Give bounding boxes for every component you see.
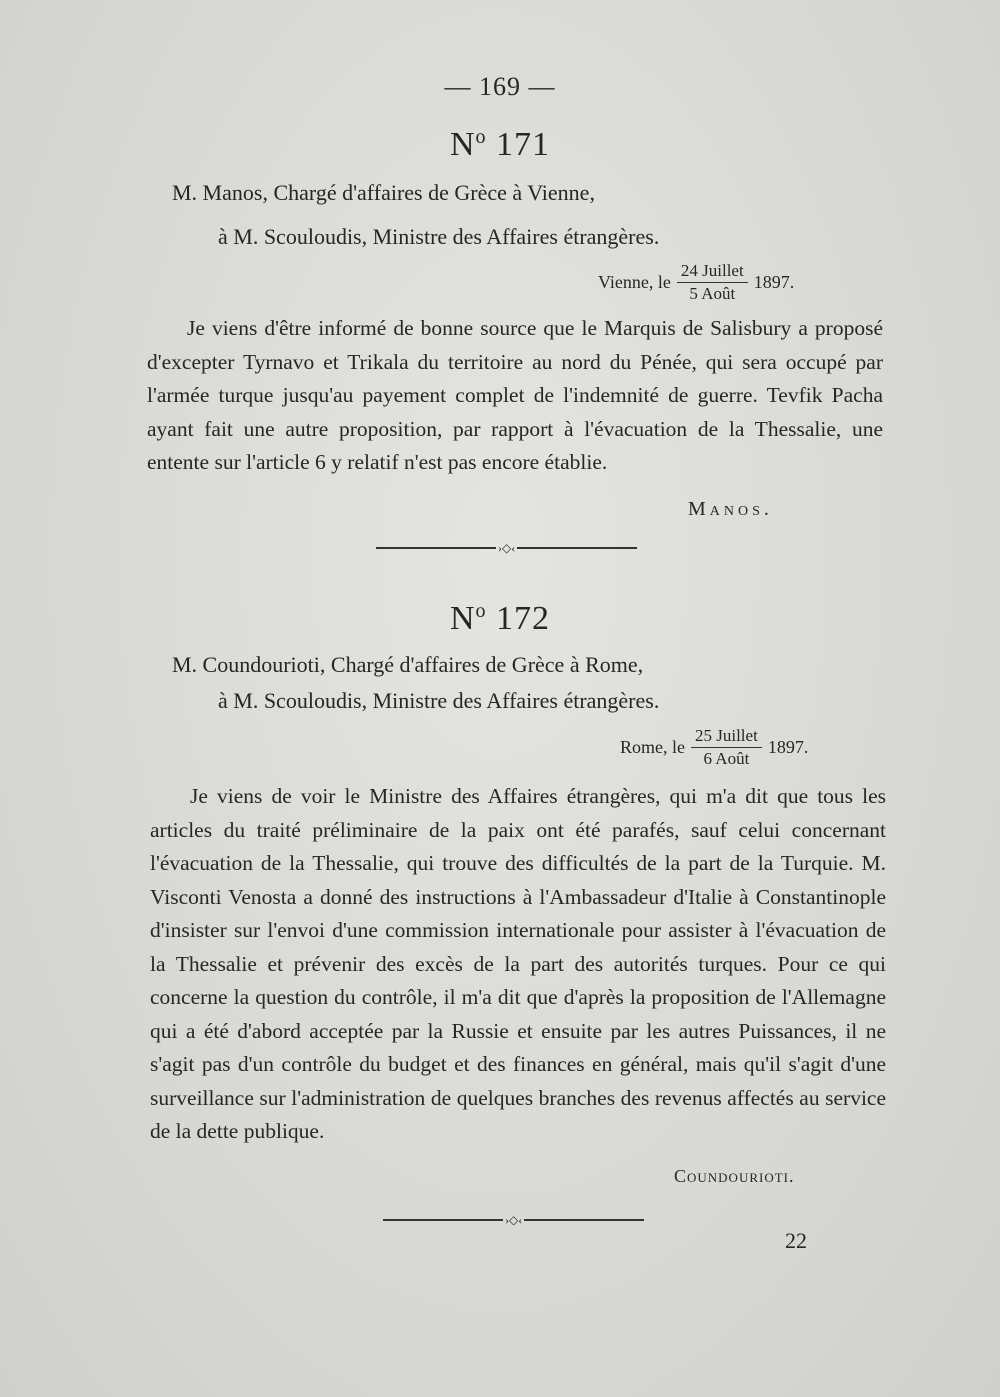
date-gregorian: 5 Août [689, 284, 736, 303]
sender-line: M. Coundourioti, Chargé d'affaires de Grèce à Rome, [172, 652, 644, 677]
date-julian: 24 Juillet [677, 262, 748, 283]
date-place: Rome, le [620, 737, 685, 757]
recipient-line: à M. Scouloudis, Ministre des Affaires étrangères. [218, 224, 660, 249]
date-place: Vienne, le [598, 272, 671, 292]
separator-ornament: ›◇‹ [498, 540, 516, 555]
letter-body [147, 312, 883, 480]
recipient-line: à M. Scouloudis, Ministre des Affaires étrangères. [218, 688, 660, 713]
document-number-171 [0, 126, 1000, 164]
number-sup: o [475, 126, 487, 148]
number-prefix: N [449, 600, 476, 637]
sender-line: M. Manos, Chargé d'affaires de Grèce à Vienne, [172, 180, 595, 205]
date-julian: 25 Juillet [691, 727, 762, 748]
dateline [598, 262, 794, 303]
number-sup: o [475, 600, 487, 622]
date-year: 1897. [753, 272, 795, 292]
dateline [620, 727, 808, 768]
number-prefix: N [449, 126, 476, 163]
date-year: 1897. [767, 737, 809, 757]
separator-rule [376, 541, 637, 555]
separator-rule [383, 1213, 644, 1227]
letter-body [150, 780, 886, 1149]
signature: Manos. [688, 498, 773, 520]
folio-number: 22 [785, 1228, 807, 1253]
letter-paragraph: Je viens d'être informé de bonne source que le Marquis de Salisbury a proposé d'excepter Tyrnavo et Trikala du territoire au nord du Pénée, qui sera occupé par l'armée turque jusqu'au payement complet de l'indemnité de guerre. Tevfik Pacha ayant fait une autre proposition, par rapport à l'évacuation de la Thessalie, une entente sur l'article 6 y relatif n'est pas encore établie. [147, 316, 883, 474]
date-fraction [691, 727, 762, 768]
separator-ornament: ›◇‹ [505, 1212, 523, 1227]
number-value: 171 [496, 126, 551, 163]
number-value: 172 [496, 600, 551, 637]
letter-paragraph: Je viens de voir le Ministre des Affaires étrangères, qui m'a dit que tous les articles du traité préliminaire de la paix ont été parafés, sauf celui concernant l'évacuation de la Thessalie, qui trouve des difficultés de la part de la Turquie. M. Visconti Venosta a donné des instructions à l'Ambassadeur d'Italie à Constantinople d'insister sur l'envoi d'une commission internationale pour assister à l'évacuation de la Thessalie et prévenir des excès de la part des autorités turques. Pour ce qui concerne la question du contrôle, il m'a dit que d'après la proposition de l'Allemagne qui a été d'abord acceptée par la Russie et ensuite par les autres Puissances, il ne s'agit pas d'un contrôle du budget et des finances en général, mais qu'il s'agit d'une surveillance sur l'administration de quelques branches des revenus affectés au service de la dette publique. [150, 784, 886, 1143]
document-number-172 [0, 600, 1000, 638]
date-fraction [677, 262, 748, 303]
date-gregorian: 6 Août [703, 749, 750, 768]
page-number: — 169 — [444, 72, 556, 101]
signature: Coundourioti. [674, 1166, 795, 1186]
